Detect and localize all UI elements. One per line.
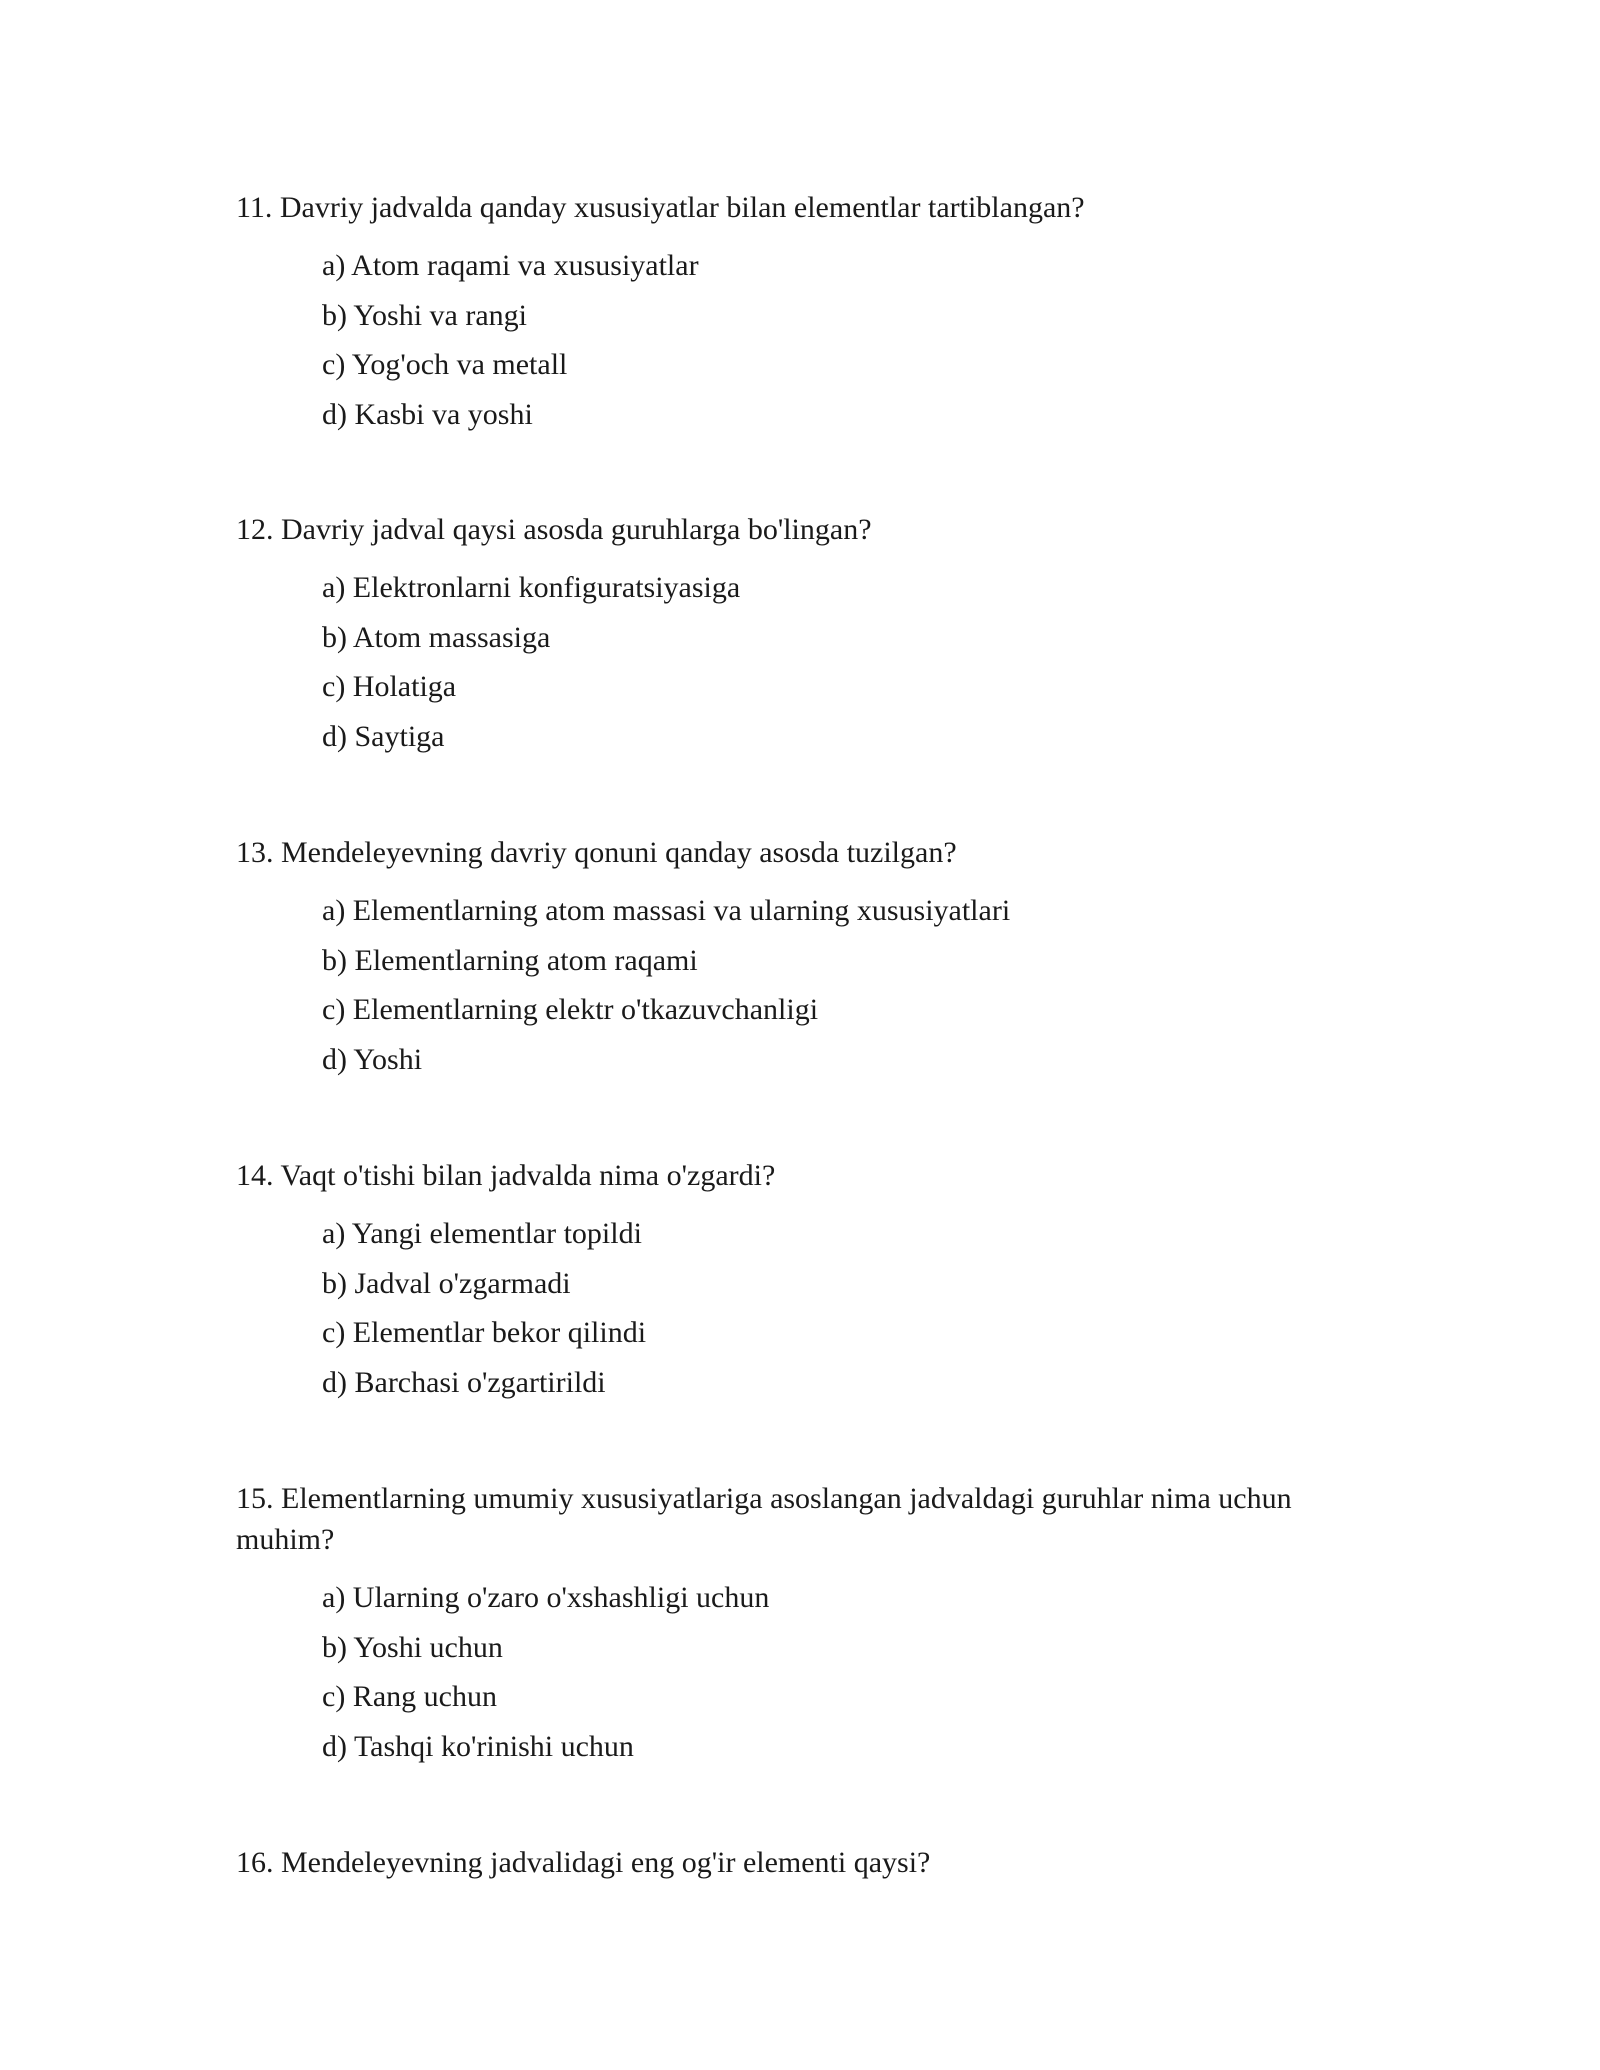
answer-options bbox=[236, 1209, 1366, 1407]
option-a: a) Atom raqami va xususiyatlar bbox=[322, 249, 699, 282]
question-text: 12. Davriy jadval qaysi asosda guruhlarga bo'lingan? bbox=[236, 513, 872, 546]
option-a: a) Ularning o'zaro o'xshashligi uchun bbox=[322, 1581, 770, 1614]
answer-options bbox=[236, 1573, 1366, 1771]
option-d: d) Barchasi o'zgartirildi bbox=[322, 1365, 606, 1399]
option-a: a) Elektronlarni konfiguratsiyasiga bbox=[322, 571, 741, 604]
option-d: d) Kasbi va yoshi bbox=[322, 397, 533, 431]
option-d: d) Tashqi ko'rinishi uchun bbox=[322, 1729, 634, 1763]
question-15 bbox=[236, 1478, 1366, 1771]
option-c: c) Elementlarning elektr o'tkazuvchanligi bbox=[322, 993, 819, 1026]
question-text: 11. Davriy jadvalda qanday xususiyatlar bilan elementlar tartiblangan? bbox=[236, 191, 1085, 224]
option-b: b) Yoshi va rangi bbox=[322, 298, 528, 332]
option-c: c) Yog'och va metall bbox=[322, 348, 568, 381]
answer-options bbox=[236, 563, 1366, 761]
option-a: a) Yangi elementlar topildi bbox=[322, 1217, 642, 1250]
question-text: 14. Vaqt o'tishi bilan jadvalda nima o'zgardi? bbox=[236, 1159, 776, 1192]
option-b: b) Atom massasiga bbox=[322, 620, 551, 654]
question-13 bbox=[236, 832, 1366, 1084]
question-14 bbox=[236, 1155, 1366, 1407]
question-12 bbox=[236, 509, 1366, 761]
question-11 bbox=[236, 187, 1366, 439]
question-text: 15. Elementlarning umumiy xususiyatlariga asoslangan jadvaldagi guruhlar nima uchun muhim? bbox=[236, 1482, 1292, 1556]
question-text: 13. Mendeleyevning davriy qonuni qanday asosda tuzilgan? bbox=[236, 836, 957, 869]
option-a: a) Elementlarning atom massasi va ularning xususiyatlari bbox=[322, 894, 1011, 927]
option-c: c) Elementlar bekor qilindi bbox=[322, 1316, 647, 1349]
option-b: b) Elementlarning atom raqami bbox=[322, 943, 698, 977]
option-d: d) Saytiga bbox=[322, 719, 445, 753]
option-d: d) Yoshi bbox=[322, 1042, 423, 1076]
question-16 bbox=[236, 1842, 1366, 1883]
option-c: c) Rang uchun bbox=[322, 1680, 497, 1713]
option-b: b) Jadval o'zgarmadi bbox=[322, 1266, 571, 1300]
answer-options bbox=[236, 241, 1366, 439]
answer-options bbox=[236, 886, 1366, 1084]
option-c: c) Holatiga bbox=[322, 670, 457, 703]
option-b: b) Yoshi uchun bbox=[322, 1630, 503, 1664]
question-text: 16. Mendeleyevning jadvalidagi eng og'ir elementi qaysi? bbox=[236, 1846, 931, 1879]
